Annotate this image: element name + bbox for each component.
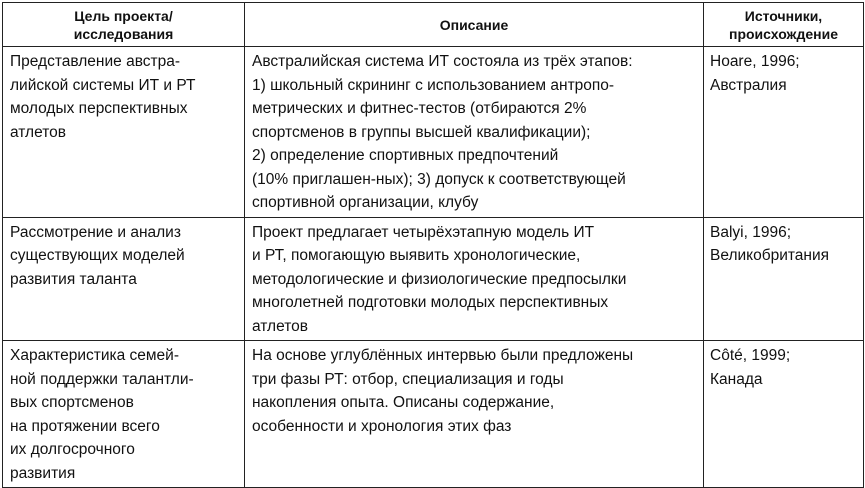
description-line: Проект предлагает четырёхэтапную модель ИТ: [252, 223, 595, 241]
goal-line: на протяжении всего: [10, 417, 160, 435]
goal-line: развития: [10, 464, 76, 482]
description-line: и РТ, помогающую выявить хронологические,: [252, 247, 581, 264]
description-line: 2) определение спортивных предпочтений: [252, 147, 559, 164]
table-header-row: [3, 3, 864, 47]
cell-source: [704, 217, 864, 341]
cell-description: [245, 341, 704, 488]
source-line: Côté, 1999;: [710, 347, 791, 364]
goal-line: Характеристика семей-: [10, 347, 180, 364]
goal-line: их долгосрочного: [10, 441, 135, 458]
source-line: Канада: [710, 370, 763, 388]
description-line: особенности и хронология этих фаз: [252, 417, 512, 435]
header-sources-line: происхождение: [728, 25, 839, 42]
header-goal-line: исследования: [73, 25, 174, 42]
description-line: На основе углублённых интервью были предложены: [252, 347, 634, 364]
header-description-text: Описание: [439, 16, 509, 33]
goal-line: Представление австра-: [10, 53, 181, 70]
description-line: 1) школьный скрининг с использованием антропо-: [252, 76, 615, 94]
description-line: многолетней подготовки молодых перспективных: [252, 294, 609, 311]
source-line: Австралия: [710, 76, 787, 94]
table-row: [3, 217, 864, 341]
cell-goal: [3, 47, 245, 218]
header-sources-line: Источники,: [744, 7, 823, 24]
cell-description: [245, 217, 704, 341]
table-row: [3, 341, 864, 488]
source-line: Великобритания: [710, 247, 830, 264]
header-sources: [704, 3, 864, 47]
cell-source: [704, 341, 864, 488]
goal-line: лийской системы ИТ и РТ: [10, 76, 196, 94]
description-line: (10% приглашен-ных); 3) допуск к соответствующей: [252, 170, 626, 188]
description-line: накопления опыта. Описаны содержание,: [252, 394, 555, 411]
goal-line: молодых перспективных: [10, 100, 188, 117]
header-description: [245, 3, 704, 47]
goal-line: вых спортсменов: [10, 394, 134, 411]
header-goal: [3, 3, 245, 47]
goal-line: Рассмотрение и анализ: [10, 223, 181, 241]
header-goal-line: Цель проекта/: [74, 7, 173, 24]
source-line: Hoare, 1996;: [710, 53, 800, 70]
description-line: спортсменов в группы высшей квалификации);: [252, 123, 591, 141]
description-line: спортивной организации, клубу: [252, 194, 479, 211]
goal-line: ной поддержки талантли-: [10, 370, 194, 388]
cell-goal: [3, 217, 245, 341]
description-line: метрических и фитнес-тестов (отбираются 2%: [252, 100, 587, 117]
cell-description: [245, 47, 704, 218]
table-row: [3, 47, 864, 218]
goal-line: атлетов: [10, 123, 66, 141]
goal-line: развития таланта: [10, 270, 137, 288]
goal-line: существующих моделей: [10, 247, 185, 264]
cell-source: [704, 47, 864, 218]
description-line: методологические и физиологические предпосылки: [252, 270, 627, 288]
projects-table: [2, 2, 864, 488]
description-line: три фазы РТ: отбор, специализация и годы: [252, 370, 564, 388]
source-line: Balyi, 1996;: [710, 223, 791, 241]
cell-goal: [3, 341, 245, 488]
description-line: атлетов: [252, 317, 308, 335]
description-line: Австралийская система ИТ состояла из трёх этапов:: [252, 53, 633, 70]
